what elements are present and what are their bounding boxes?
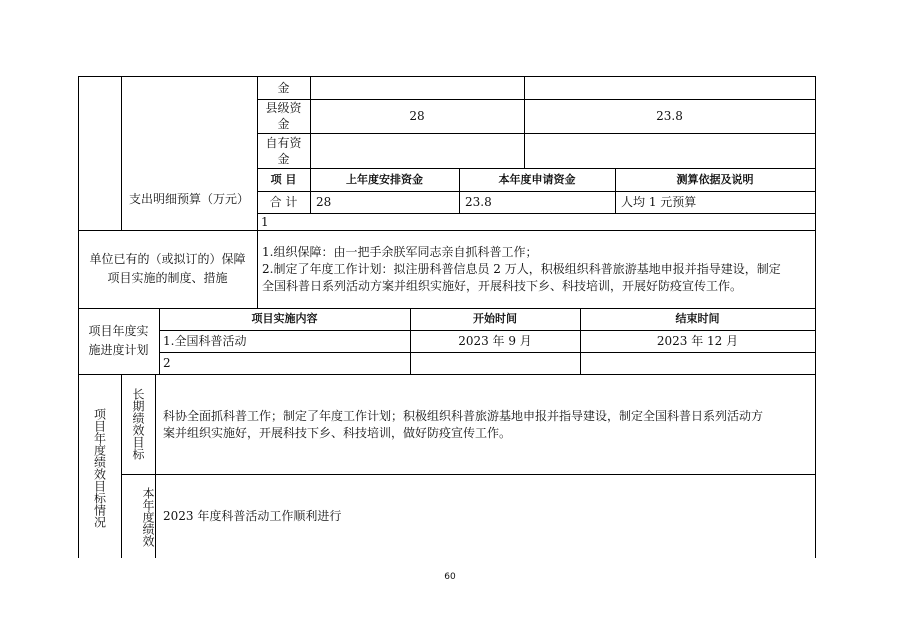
rule xyxy=(78,374,816,375)
long-term-goal-text-line-1: 科协全面抓科普工作；制定了年度工作计划；积极组织科普旅游基地申报并指导建设，制定全国科普日系列活动方 xyxy=(163,409,764,423)
measures-label-line-1: 单位已有的（或拟订的）保障 xyxy=(89,252,246,266)
measures-label xyxy=(78,230,257,308)
county-fund-label-line-2: 金 xyxy=(277,117,290,131)
fund-row-label: 金 xyxy=(277,80,290,95)
expense-total-label: 合 计 xyxy=(269,195,298,209)
rule xyxy=(815,76,816,558)
own-fund-label xyxy=(257,133,310,168)
long-term-goal-text xyxy=(163,408,813,442)
schedule-label-line-1: 项目年度实 xyxy=(88,324,149,338)
expense-header-basis: 测算依据及说明 xyxy=(676,172,754,186)
schedule-row1-end: 2023 年 12 月 xyxy=(656,334,739,348)
measures-text-line-3: 全国科普日系列活动方案并组织实施好，开展科技下乡、科技培训，开展好防疫宣传工作。 xyxy=(262,279,743,293)
schedule-row1-content: 1.全国科普活动 xyxy=(163,334,247,348)
measures-text xyxy=(262,244,814,295)
schedule-label xyxy=(78,308,159,374)
long-term-goal-label: 长期绩效目标 xyxy=(131,388,145,460)
expense-row-number: 1 xyxy=(261,214,269,229)
rule xyxy=(121,474,816,475)
schedule-header-start: 开始时间 xyxy=(473,312,517,325)
rule xyxy=(257,213,816,214)
expense-header-curr: 本年度申请资金 xyxy=(498,172,576,186)
expense-header-item: 项 目 xyxy=(270,172,297,186)
own-fund-label-line-1: 自有资 xyxy=(265,135,302,150)
rule xyxy=(78,76,816,77)
county-fund-label-line-1: 县级资 xyxy=(265,101,302,115)
county-fund-prev: 28 xyxy=(409,109,425,123)
schedule-header-end: 结束时间 xyxy=(675,312,720,325)
long-term-goal-text-line-2: 案并组织实施好，开展科技下乡、科技培训，做好防疫宣传工作。 xyxy=(163,426,512,440)
rule xyxy=(155,374,156,558)
measures-label-line-2: 项目实施的制度、措施 xyxy=(107,271,228,285)
county-fund-curr: 23.8 xyxy=(656,109,683,123)
expense-total-curr: 23.8 xyxy=(465,195,492,209)
page-number: 60 xyxy=(444,572,456,582)
own-fund-label-line-2: 金 xyxy=(277,151,290,166)
performance-section-label: 项目年度绩效目标情况 xyxy=(92,408,107,528)
annual-goal-label: 本年度绩效 xyxy=(141,487,155,547)
annual-goal-text: 2023 年度科普活动工作顺利进行 xyxy=(163,509,342,523)
expense-header-prev: 上年度安排资金 xyxy=(346,172,423,186)
schedule-header-content: 项目实施内容 xyxy=(251,312,318,325)
schedule-row1-start: 2023 年 9 月 xyxy=(458,334,532,348)
expense-section-label: 支出明细预算（万元） xyxy=(128,192,249,206)
county-fund-label xyxy=(257,99,310,133)
expense-total-basis: 人均 1 元预算 xyxy=(621,195,697,209)
measures-text-line-2: 2.制定了年度工作计划：拟注册科普信息员 2 万人，积极组织科普旅游基地申报并指导建设，制定 xyxy=(262,262,781,276)
schedule-row2-number: 2 xyxy=(163,356,171,370)
measures-text-line-1: 1.组织保障：由一把手余朕军同志亲自抓科普工作； xyxy=(262,245,538,259)
rule xyxy=(257,133,816,134)
expense-total-prev: 28 xyxy=(316,195,332,209)
schedule-label-line-2: 施进度计划 xyxy=(88,343,149,357)
